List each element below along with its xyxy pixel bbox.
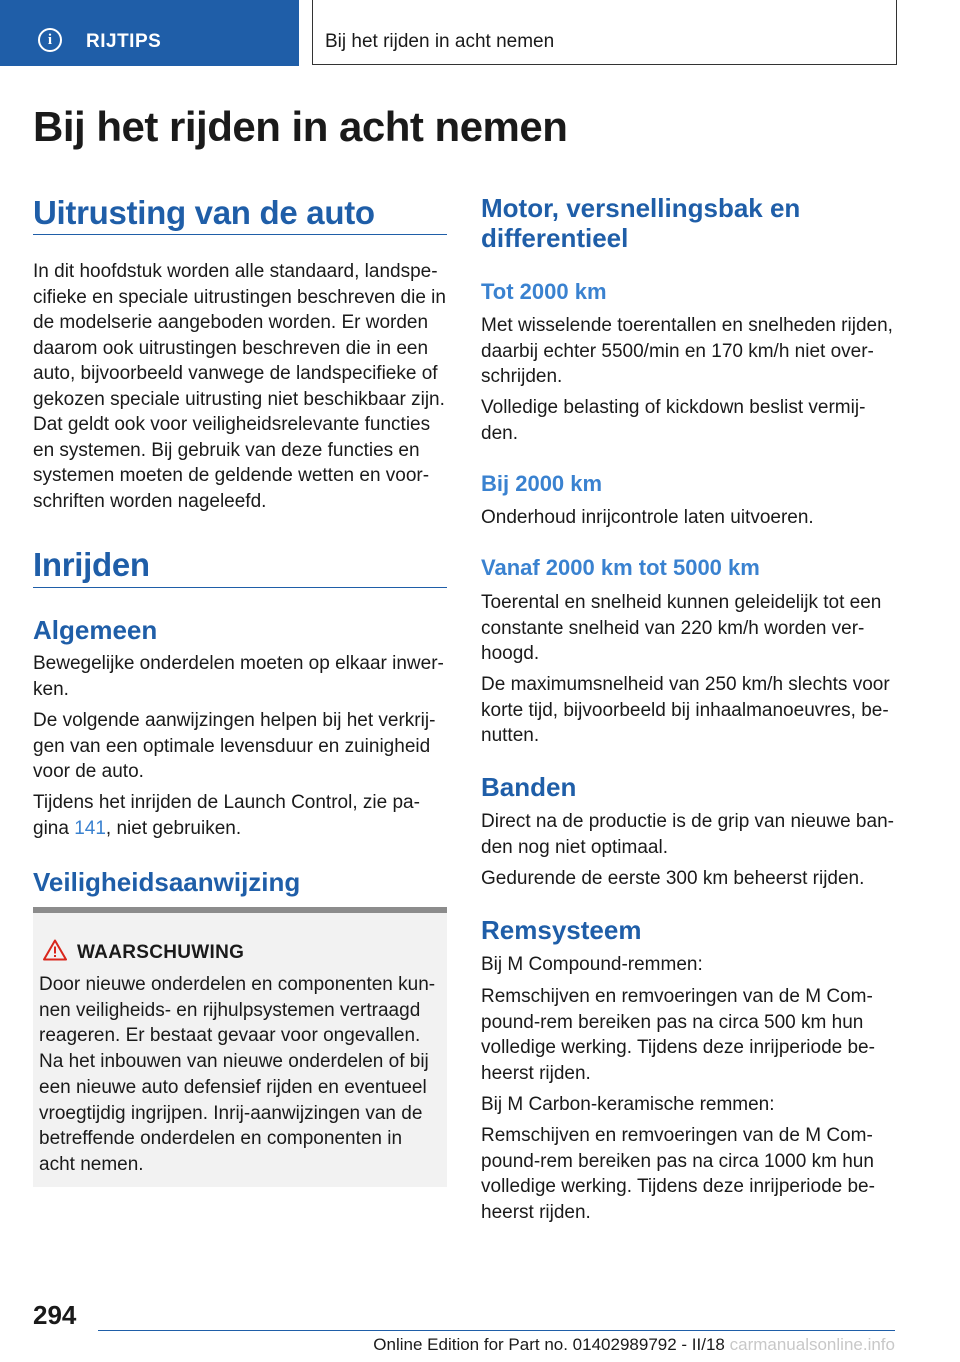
warning-box	[33, 907, 447, 1187]
heading-vanaf-2000: Vanaf 2000 km tot 5000 km	[481, 555, 760, 580]
paragraph-vanaf-2000-1: Toerental en snelheid kunnen geleidelijk tot een constante snelheid van 220 km/h worden ver-hoogd.	[481, 592, 882, 664]
heading-motor: Motor, versnellingsbak en differentieel	[481, 193, 801, 253]
edition-line	[309, 1335, 895, 1355]
footer-rule	[98, 1330, 895, 1331]
page-link-141[interactable]: 141	[74, 817, 106, 839]
chapter-title: Bij het rijden in acht nemen	[325, 31, 555, 52]
paragraph-tot-2000-2: Volledige belasting of kickdown beslist vermij-den.	[481, 397, 866, 444]
paragraph-banden-2: Gedurende de eerste 300 km beheerst rijden.	[481, 868, 865, 889]
warning-triangle-icon	[43, 939, 67, 961]
paragraph-remsysteem-2: Remschijven en remvoeringen van de M Com-pound-rem bereiken pas na circa 500 km hun volledige werking. Tijdens deze inrijperiode be-heerst rijden.	[481, 986, 875, 1084]
heading-bij-2000: Bij 2000 km	[481, 471, 603, 496]
paragraph-algemeen-3	[33, 790, 449, 841]
text-fragment: Tijdens het inrijden de Launch Control, zie pa-gina	[33, 792, 420, 839]
heading-tot-2000: Tot 2000 km	[481, 279, 607, 304]
warning-text: Door nieuwe onderdelen en componenten kun-nen veiligheids- en rijhulpsystemen vertraagd reageren. Er bestaat gevaar voor ongevallen. Na het inbouwen van nieuwe onderdelen of bij een nieuwe auto defensief rijden en eventueel vroegtijdig ingrijpen. Inrij-aanwijzingen van de betreffende onderdelen en componenten in acht nemen.	[39, 974, 436, 1175]
paragraph-algemeen-1: Bewegelijke onderdelen moeten op elkaar inwer-ken.	[33, 653, 444, 700]
heading-algemeen: Algemeen	[33, 615, 158, 645]
warning-title: WAARSCHUWING	[77, 942, 245, 963]
section-label: RIJTIPS	[86, 31, 162, 52]
section-tab	[0, 0, 299, 66]
chapter-header	[312, 0, 897, 65]
page-title: Bij het rijden in acht nemen	[33, 103, 568, 150]
paragraph-remsysteem-1: Bij M Compound-remmen:	[481, 954, 703, 975]
heading-uitrusting: Uitrusting van de auto	[33, 194, 375, 231]
paragraph-tot-2000-1: Met wisselende toerentallen en snelheden rijden, daarbij echter 5500/min en 170 km/h niet over-schrijden.	[481, 315, 893, 387]
paragraph-vanaf-2000-2: De maximumsnelheid van 250 km/h slechts voor korte tijd, bijvoorbeeld bij inhaalmanoeuvres, be-nutten.	[481, 674, 890, 746]
paragraph-banden-1: Direct na de productie is de grip van nieuwe ban-den nog niet optimaal.	[481, 811, 894, 858]
heading-rule	[33, 587, 447, 588]
paragraph-algemeen-2: De volgende aanwijzingen helpen bij het verkrij-gen van een optimale levensduur en zuinigheid voor de auto.	[33, 710, 436, 782]
watermark: carmanualsonline.info	[729, 1335, 895, 1354]
page-number: 294	[33, 1300, 77, 1330]
heading-rule	[33, 234, 447, 235]
paragraph-remsysteem-4: Remschijven en remvoeringen van de M Com-pound-rem bereiken pas na circa 1000 km hun volledige werking. Tijdens deze inrijperiode be-heerst rijden.	[481, 1125, 875, 1223]
heading-veiligheid: Veiligheidsaanwijzing	[33, 867, 301, 897]
paragraph-remsysteem-3: Bij M Carbon-keramische remmen:	[481, 1094, 775, 1115]
heading-inrijden: Inrijden	[33, 546, 150, 583]
edition-text: Online Edition for Part no. 01402989792 - II/18	[373, 1335, 725, 1354]
info-icon: i	[38, 28, 62, 52]
paragraph-bij-2000: Onderhoud inrijcontrole laten uitvoeren.	[481, 507, 814, 528]
paragraph-uitrusting: In dit hoofdstuk worden alle standaard, landspe-cifieke en speciale uitrustingen beschreven die in de modelserie aangeboden worden. Er worden daarom ook uitrustingen beschreven die in een auto, bijvoorbeeld vanwege de landspecifieke of gekozen speciale uitrusting niet beschikbaar zijn. Dat geldt ook voor veiligheidsrelevante functies en systemen. Bij gebruik van deze functies en systemen moeten de geldende wetten en voor-schriften worden nageleefd.	[33, 261, 446, 512]
heading-banden: Banden	[481, 772, 577, 802]
heading-remsysteem: Remsysteem	[481, 915, 642, 945]
text-fragment: , niet gebruiken.	[105, 817, 242, 839]
